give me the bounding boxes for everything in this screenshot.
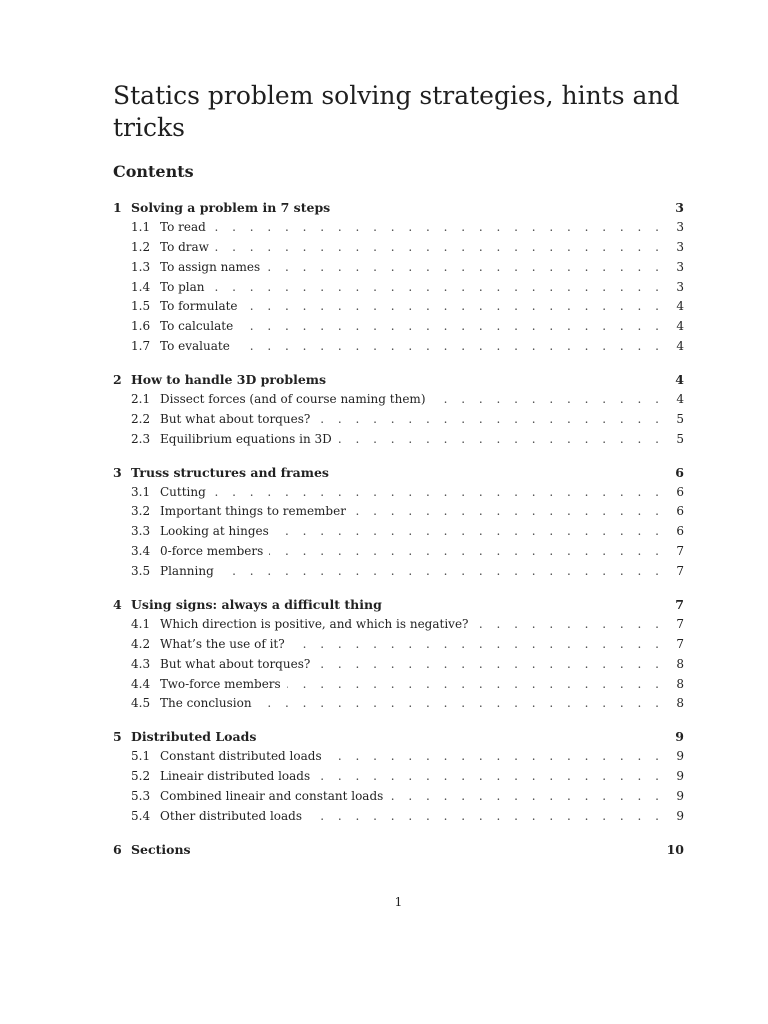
toc-subsection-title: Constant distributed loads (160, 749, 322, 764)
toc-section-title: Using signs: always a difficult thing (131, 597, 382, 613)
toc-subsection-entry[interactable] (113, 218, 684, 238)
toc-subsection-entry[interactable] (113, 430, 684, 450)
toc-subsection-entry[interactable] (113, 807, 684, 827)
toc-subsection-page: 6 (676, 524, 684, 539)
toc-dot-leader (211, 278, 664, 298)
toc-subsection-title: Which direction is positive, and which is negative? (160, 616, 469, 631)
toc-subsection-page: 9 (676, 749, 684, 764)
toc-subsection-title: The conclusion (160, 696, 252, 711)
toc-subsection-page: 5 (676, 411, 684, 426)
toc-dot-leader (215, 238, 664, 258)
toc-subsection-title: To plan (160, 279, 205, 294)
toc-dot-leader (328, 747, 664, 767)
toc-subsection-entry[interactable] (113, 767, 684, 787)
page-number: 1 (394, 895, 403, 909)
toc-section-title: Sections (131, 841, 191, 857)
toc-subsection-number: 5.2 (131, 769, 151, 784)
toc-subsection-entry[interactable] (113, 675, 684, 695)
toc-subsection-page: 7 (676, 616, 684, 631)
table-of-contents (113, 198, 684, 873)
toc-subsection-page: 4 (676, 319, 684, 334)
toc-dot-leader (269, 542, 664, 562)
toc-subsection-entry[interactable] (113, 317, 684, 337)
toc-dot-leader (287, 675, 664, 695)
toc-section-number: 2 (113, 372, 122, 388)
toc-dot-leader (316, 767, 664, 787)
toc-section-page: 9 (675, 729, 684, 745)
toc-subsection-title: Lineair distributed loads (160, 769, 311, 784)
toc-subsection-number: 2.3 (131, 431, 151, 446)
toc-dot-leader (258, 694, 664, 714)
toc-subsection-title: But what about torques? (160, 656, 311, 671)
toc-section (113, 727, 684, 826)
toc-subsection-number: 1.4 (131, 279, 151, 294)
toc-subsection-number: 1.7 (131, 339, 151, 354)
toc-subsection-entry[interactable] (113, 635, 684, 655)
toc-section-page: 3 (675, 200, 684, 215)
toc-subsection-number: 5.3 (131, 789, 151, 804)
toc-subsection-entry[interactable] (113, 562, 684, 582)
toc-section-number: 1 (113, 200, 122, 215)
toc-dot-leader (432, 390, 665, 410)
toc-subsection-number: 4.3 (131, 656, 151, 671)
toc-dot-leader (266, 258, 664, 278)
toc-section (113, 595, 684, 714)
toc-section-number: 4 (113, 597, 122, 613)
toc-dot-leader (316, 410, 664, 430)
toc-subsection-entry[interactable] (113, 542, 684, 562)
toc-dot-leader (338, 430, 664, 450)
toc-subsection-number: 1.1 (131, 219, 151, 234)
toc-subsection-page: 5 (676, 431, 684, 446)
toc-subsection-number: 5.4 (131, 808, 151, 823)
toc-section-number: 3 (113, 464, 122, 480)
toc-subsection-entry[interactable] (113, 297, 684, 317)
toc-section-entry[interactable] (113, 198, 684, 218)
toc-subsection-title: Equilibrium equations in 3D (160, 431, 332, 446)
toc-subsection-page: 4 (676, 299, 684, 314)
toc-dot-leader (212, 218, 664, 238)
toc-subsection-number: 4.4 (131, 676, 151, 691)
toc-subsection-entry[interactable] (113, 655, 684, 675)
toc-section-number: 6 (113, 841, 122, 857)
toc-subsection-title: What’s the use of it? (160, 636, 285, 651)
toc-subsection-page: 8 (676, 656, 684, 671)
toc-subsection-title: Planning (160, 564, 214, 579)
document-page (113, 0, 684, 1024)
toc-subsection-page: 6 (676, 484, 684, 499)
toc-section (113, 463, 684, 582)
toc-subsection-page: 9 (676, 769, 684, 784)
toc-subsection-page: 9 (676, 808, 684, 823)
toc-subsection-page: 8 (676, 676, 684, 691)
toc-dot-leader (308, 807, 664, 827)
toc-subsection-entry[interactable] (113, 694, 684, 714)
toc-subsection-page: 9 (676, 789, 684, 804)
toc-subsection-entry[interactable] (113, 502, 684, 522)
toc-subsection-title: To calculate (160, 319, 234, 334)
toc-subsection-title: Other distributed loads (160, 808, 303, 823)
toc-subsection-page: 3 (676, 239, 684, 254)
toc-section-number: 5 (113, 729, 122, 745)
toc-section (113, 370, 684, 450)
toc-subsection-number: 4.5 (131, 696, 151, 711)
toc-subsection-number: 3.5 (131, 564, 151, 579)
toc-subsection-page: 7 (676, 544, 684, 559)
toc-subsection-number: 2.2 (131, 411, 151, 426)
toc-dot-leader (220, 562, 664, 582)
toc-subsection-title: Important things to remember (160, 504, 346, 519)
toc-section-entry[interactable] (113, 727, 684, 747)
toc-dot-leader (389, 787, 664, 807)
toc-subsection-number: 3.1 (131, 484, 151, 499)
toc-subsection-entry[interactable] (113, 278, 684, 298)
toc-subsection-title: To draw (160, 239, 209, 254)
toc-section-page: 7 (675, 597, 684, 613)
toc-subsection-title: Combined lineair and constant loads (160, 789, 384, 804)
toc-dot-leader (291, 635, 664, 655)
toc-section-title: How to handle 3D problems (131, 372, 327, 388)
toc-subsection-page: 7 (676, 636, 684, 651)
toc-subsection-entry[interactable] (113, 483, 684, 503)
toc-subsection-entry[interactable] (113, 747, 684, 767)
toc-subsection-number: 3.2 (131, 504, 151, 519)
toc-section-entry[interactable] (113, 463, 684, 483)
toc-subsection-page: 6 (676, 504, 684, 519)
toc-dot-leader (316, 655, 664, 675)
toc-dot-leader (474, 615, 664, 635)
toc-dot-leader (352, 502, 664, 522)
toc-subsection-title: To assign names (160, 259, 261, 274)
toc-subsection-entry[interactable] (113, 410, 684, 430)
toc-subsection-number: 2.1 (131, 392, 151, 407)
toc-dot-leader (244, 297, 664, 317)
toc-section-title: Solving a problem in 7 steps (131, 200, 331, 215)
toc-section (113, 198, 684, 357)
toc-subsection-title: To formulate (160, 299, 238, 314)
toc-subsection-page: 7 (676, 564, 684, 579)
toc-subsection-entry[interactable] (113, 522, 684, 542)
toc-subsection-entry[interactable] (113, 390, 684, 410)
toc-subsection-entry[interactable] (113, 337, 684, 357)
toc-subsection-entry[interactable] (113, 787, 684, 807)
toc-section-entry[interactable] (113, 370, 684, 390)
toc-subsection-page: 3 (676, 259, 684, 274)
toc-subsection-number: 3.3 (131, 524, 151, 539)
toc-subsection-title: To read (160, 219, 206, 234)
toc-subsection-entry[interactable] (113, 238, 684, 258)
toc-section-page: 10 (666, 841, 684, 857)
toc-subsection-title: Cutting (160, 484, 206, 499)
toc-section-title: Truss structures and frames (131, 464, 329, 480)
toc-subsection-page: 8 (676, 696, 684, 711)
toc-section-title: Distributed Loads (131, 729, 257, 745)
toc-section (113, 840, 684, 860)
toc-subsection-number: 4.2 (131, 636, 151, 651)
toc-subsection-page: 4 (676, 339, 684, 354)
toc-section-entry[interactable] (113, 840, 684, 860)
toc-subsection-title: Looking at hinges (160, 524, 269, 539)
toc-subsection-entry[interactable] (113, 615, 684, 635)
toc-subsection-number: 1.5 (131, 299, 151, 314)
toc-subsection-number: 5.1 (131, 749, 151, 764)
toc-dot-leader (212, 483, 664, 503)
toc-subsection-number: 4.1 (131, 616, 151, 631)
toc-subsection-title: To evaluate (160, 339, 230, 354)
toc-subsection-title: Two-force members (160, 676, 281, 691)
contents-heading: Contents (113, 162, 194, 181)
toc-subsection-page: 3 (676, 279, 684, 294)
toc-subsection-number: 1.2 (131, 239, 151, 254)
toc-dot-leader (236, 337, 664, 357)
toc-section-page: 6 (675, 464, 684, 480)
toc-dot-leader (275, 522, 664, 542)
toc-subsection-title: Dissect forces (and of course naming them) (160, 392, 426, 407)
toc-subsection-page: 4 (676, 392, 684, 407)
document-title: Statics problem solving strategies, hints and tricks (113, 81, 680, 142)
toc-subsection-number: 3.4 (131, 544, 151, 559)
toc-subsection-number: 1.3 (131, 259, 151, 274)
toc-subsection-title: But what about torques? (160, 411, 311, 426)
toc-section-page: 4 (675, 372, 684, 388)
toc-subsection-entry[interactable] (113, 258, 684, 278)
toc-dot-leader (239, 317, 664, 337)
toc-subsection-page: 3 (676, 219, 684, 234)
toc-subsection-title: 0-force members (160, 544, 264, 559)
toc-subsection-number: 1.6 (131, 319, 151, 334)
toc-section-entry[interactable] (113, 595, 684, 615)
